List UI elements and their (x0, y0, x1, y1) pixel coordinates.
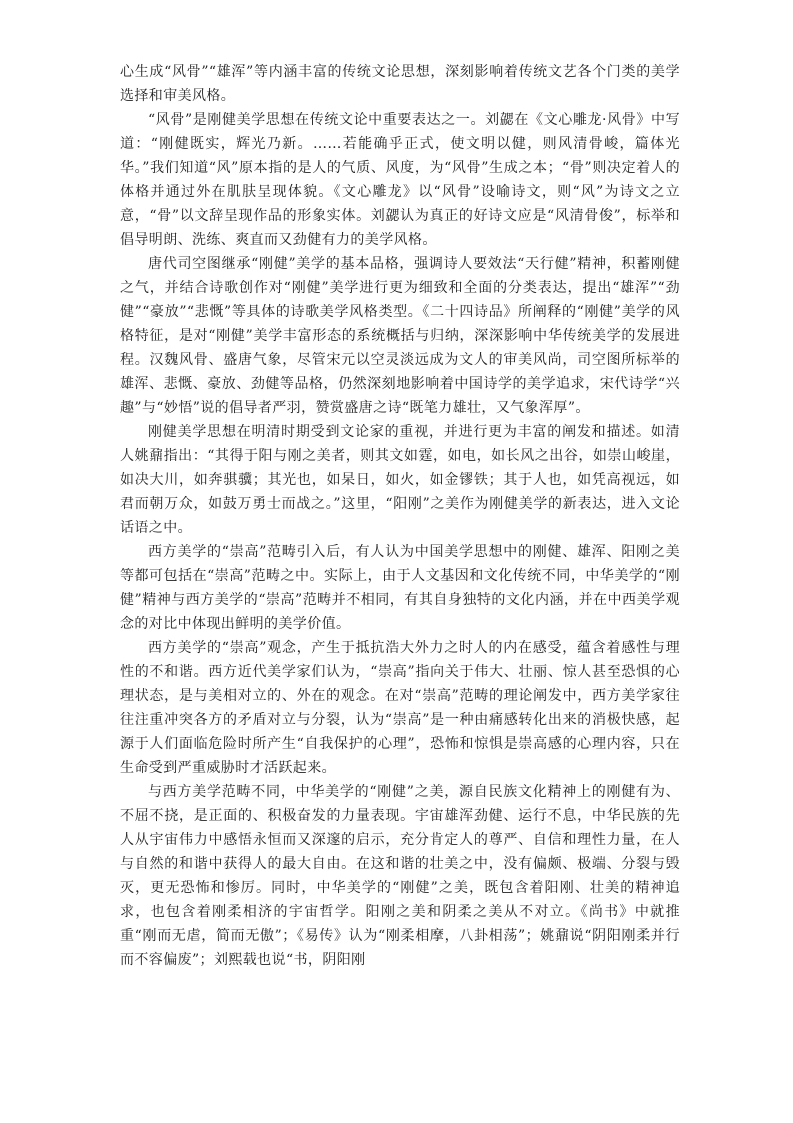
paragraph-western-sublime: 西方美学的“崇高”观念，产生于抵抗浩大外力之时人的内在感受，蕴含着感性与理性的不和谐。西方近代美学家们认为，“崇高”指向关于伟大、壮丽、惊人甚至恐惧的心理状态，是与美相对立的、外在的观念。在对“崇高”范畴的理论阐发中，西方美学家往往注重冲突各方的矛盾对立与分裂，认为“崇高”是一种由痛感转化出来的消极快感，起源于人们面临危险时所产生“自我保护的心理”，恐怖和惊惧是崇高感的心理内容，只在生命受到严重威胁时才活跃起来。 (120, 640, 680, 776)
paragraph-continuation: 心生成“风骨”“雄浑”等内涵丰富的传统文论思想，深刻影响着传统文艺各个门类的美学选择和审美风格。 (120, 64, 680, 104)
paragraph-sublime-intro: 西方美学的“崇高”范畴引入后，有人认为中国美学思想中的刚健、雄浑、阳刚之美等都可包括在“崇高”范畴之中。实际上，由于人文基因和文化传统不同，中华美学的“刚健”精神与西方美学的“崇高”范畴并不相同，有其自身独特的文化内涵，并在中西美学观念的对比中体现出鲜明的美学价值。 (120, 544, 680, 632)
paragraph-mingqing: 刚健美学思想在明清时期受到文论家的重视，并进行更为丰富的阐发和描述。如清人姚鼐指出：“其得于阳与刚之美者，则其文如霆，如电，如长风之出谷，如崇山峻崖，如决大川，如奔骐骥；其光也，如杲日，如火，如金镠铁；其于人也，如凭高视远，如君而朝万众，如鼓万勇士而战之。”这里，“阳刚”之美作为刚健美学的新表达，进入文论话语之中。 (120, 424, 680, 536)
article-body (120, 60, 680, 972)
paragraph-sikongtu: 唐代司空图继承“刚健”美学的基本品格，强调诗人要效法“天行健”精神，积蓄刚健之气，并结合诗歌创作对“刚健”美学进行更为细致和全面的分类表达，提出“雄浑”“劲健”“豪放”“悲慨”等具体的诗歌美学风格类型。《二十四诗品》所阐释的“刚健”美学的风格特征，是对“刚健”美学丰富形态的系统概括与归纳，深深影响中华传统美学的发展进程。汉魏风骨、盛唐气象，尽管宋元以空灵淡远成为文人的审美风尚，司空图所标举的雄浑、悲慨、豪放、劲健等品格，仍然深刻地影响着中国诗学的美学追求，宋代诗学“兴趣”与“妙悟”说的倡导者严羽，赞赏盛唐之诗“既笔力雄壮，又气象浑厚”。 (120, 256, 680, 416)
paragraph-fenggu: “风骨”是刚健美学思想在传统文论中重要表达之一。刘勰在《文心雕龙·风骨》中写道：“刚健既实，辉光乃新。……若能确乎正式，使文明以健，则风清骨峻，篇体光华。”我们知道“风”原本指的是人的气质、风度，为“风骨”生成之本；“骨”则决定着人的体格并通过外在肌肤呈现体貌。《文心雕龙》以“风骨”设喻诗文，则“风”为诗文之立意，“骨”以文辞呈现作品的形象实体。刘勰认为真正的好诗文应是“风清骨俊”，标举和倡导明朗、洗练、爽直而又劲健有力的美学风格。 (120, 112, 680, 248)
paragraph-chinese-gangjian: 与西方美学范畴不同，中华美学的“刚健”之美，源自民族文化精神上的刚健有为、不屈不挠，是正面的、积极奋发的力量表现。宇宙雄浑劲健、运行不息，中华民族的先人从宇宙伟力中感悟永恒而又深邃的启示，充分肯定人的尊严、自信和理性力量，在人与自然的和谐中获得人的最大自由。在这和谐的壮美之中，没有偏颇、极端、分裂与毁灭，更无恐怖和惨厉。同时，中华美学的“刚健”之美，既包含着阳刚、壮美的精神追求，也包含着刚柔相济的宇宙哲学。阳刚之美和阴柔之美从不对立。《尚书》中就推重“刚而无虐，简而无傲”；《易传》认为“刚柔相摩，八卦相荡”；姚鼐说“阴阳刚柔并行而不容偏废”；刘熙载也说“书，阴阳刚 (120, 784, 680, 968)
